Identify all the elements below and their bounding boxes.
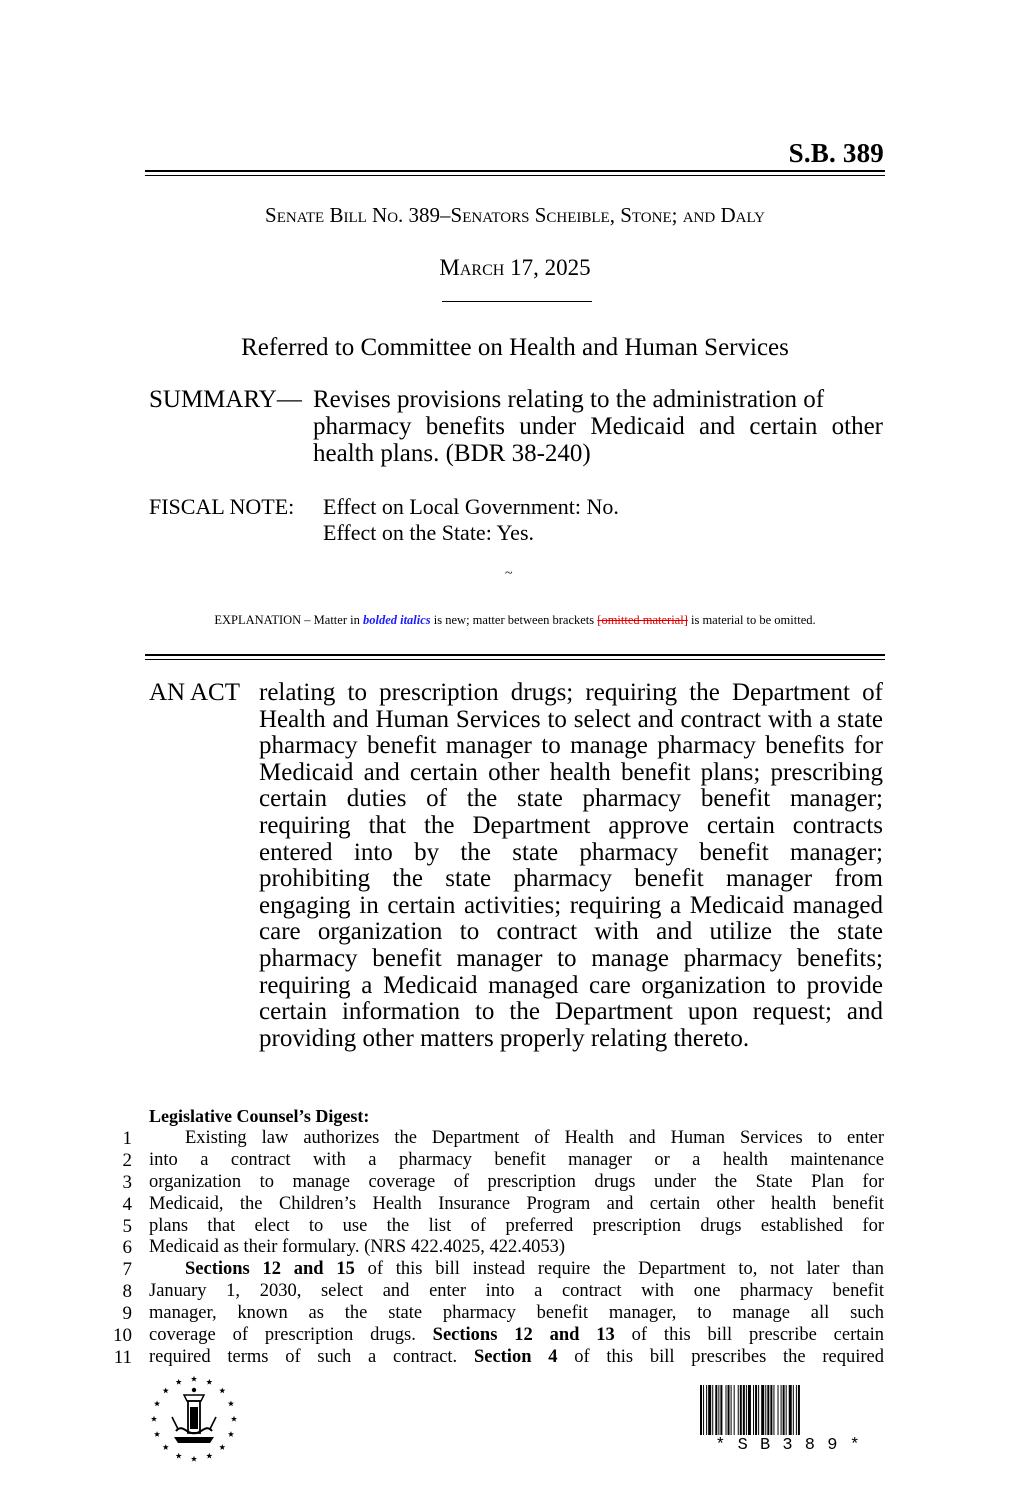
line-number: 4 — [122, 1193, 132, 1215]
line-number: 6 — [122, 1237, 132, 1259]
line-number: 11 — [113, 1346, 132, 1368]
line-text — [149, 1194, 884, 1216]
bill-date: March 17, 2025 — [439, 255, 591, 280]
line-text-bold: Sections 12 and 13 — [432, 1325, 615, 1346]
barcode-text: * S B 3 8 9 * — [715, 1436, 861, 1455]
explanation-omitted-text: [omitted material] — [597, 613, 688, 627]
digest-line — [104, 1303, 884, 1325]
line-text-body: organization to manage coverage of prescription drugs under the State Plan for — [149, 1171, 884, 1192]
digest-line — [104, 1237, 884, 1259]
line-text-body: Existing law authorizes the Department of Health and Human Services to enter — [185, 1128, 884, 1148]
digest-line — [104, 1347, 884, 1369]
line-text-body: manager, known as the state pharmacy benefit manager, to manage all such — [149, 1303, 884, 1324]
line-text — [149, 1325, 884, 1347]
fiscal-note-state: Effect on the State: Yes. — [323, 520, 535, 545]
line-number: 3 — [122, 1171, 132, 1193]
digest-line — [104, 1128, 884, 1150]
act-label: AN ACT — [149, 679, 240, 706]
summary-label: SUMMARY— — [149, 386, 302, 413]
digest-line — [104, 1172, 884, 1194]
explanation-double-rule — [145, 654, 885, 660]
bill-number: S.B. 389 — [788, 138, 884, 168]
line-number: 2 — [122, 1149, 132, 1171]
line-text — [149, 1128, 884, 1150]
line-number: 10 — [113, 1325, 132, 1347]
line-text — [149, 1259, 884, 1281]
line-text-bold: Section 4 — [473, 1346, 558, 1367]
act-text: relating to prescription drugs; requiring the Department of Health and Human Services to select and contract with a state pharmacy benefit manager to manage pharmacy benefits for Medicaid and certain other health benefit plans; prescribing certain duties of the state pharmacy benefit manager; requiring that the Department approve certain contracts entered into by the state pharmacy benefit manager; prohibiting the state pharmacy benefit manager from engaging in certain activities; requiring a Medicaid managed care organization to contract with and utilize the state pharmacy benefit manager to manage pharmacy benefits; requiring a Medicaid managed care organization to provide certain information to the Department upon request; and providing other matters properly relating thereto. — [259, 679, 883, 1052]
summary-text-line1: Revises provisions relating to the administration of — [313, 386, 825, 413]
line-number: 5 — [122, 1215, 132, 1237]
line-number: 1 — [122, 1128, 132, 1149]
line-text-body: January 1, 2030, select and enter into a contract with one pharmacy benefit — [149, 1281, 884, 1302]
line-number: 9 — [122, 1303, 132, 1325]
explanation-new-text: bolded italics — [362, 613, 431, 627]
tilde-mark: ~ — [505, 566, 513, 581]
line-text — [149, 1237, 884, 1259]
line-text-body: into a contract with a pharmacy benefit manager or a health maintenance — [149, 1149, 884, 1170]
line-text-body: of this bill prescribes the required — [557, 1346, 884, 1367]
digest-line — [104, 1194, 884, 1216]
summary-text-rest: pharmacy benefits under Medicaid and certain other health plans. (BDR 38-240) — [313, 413, 883, 467]
line-text — [149, 1281, 884, 1303]
line-text-bold: Sections 12 and 15 — [185, 1259, 355, 1280]
digest-line — [104, 1281, 884, 1303]
date-divider — [442, 301, 592, 302]
line-number: 7 — [122, 1259, 132, 1281]
line-text-body: of this bill prescribe certain — [614, 1325, 884, 1346]
line-text-body: plans that elect to use the list of preferred prescription drugs established for — [149, 1215, 884, 1236]
line-text-pre: coverage of prescription drugs. — [149, 1325, 433, 1346]
line-text — [149, 1150, 884, 1172]
line-text — [149, 1216, 884, 1238]
line-number: 8 — [122, 1281, 132, 1303]
line-text — [149, 1172, 884, 1194]
digest-heading: Legislative Counsel’s Digest: — [149, 1106, 370, 1126]
committee-referral: Referred to Committee on Health and Human Services — [241, 334, 789, 361]
line-text-pre: required terms of such a contract. — [149, 1346, 474, 1367]
digest-line — [104, 1216, 884, 1238]
fiscal-note-local: Effect on Local Government: No. — [323, 494, 619, 519]
explanation-middle: is new; matter between brackets — [430, 613, 598, 627]
line-text-body: Medicaid as their formulary. (NRS 422.4025, 422.4053) — [149, 1237, 566, 1258]
digest-line — [104, 1325, 884, 1347]
nevada-seal-icon — [148, 1373, 240, 1465]
bill-title: Senate Bill No. 389–Senators Scheible, Stone; and Daly — [265, 203, 765, 227]
act-section — [149, 680, 883, 1052]
line-text-body: of this bill instead require the Department to, not later than — [354, 1259, 884, 1280]
explanation-suffix: is material to be omitted. — [687, 613, 816, 627]
line-text — [149, 1347, 884, 1369]
explanation-note — [145, 613, 885, 628]
explanation-prefix: EXPLANATION – Matter in — [214, 613, 363, 627]
fiscal-note-label: FISCAL NOTE: — [149, 494, 295, 519]
digest-lines — [104, 1128, 884, 1369]
line-text — [149, 1303, 884, 1325]
digest-line — [104, 1150, 884, 1172]
line-text-body: Medicaid, the Children’s Health Insurance Program and certain other health benefit — [149, 1193, 884, 1214]
header-double-rule — [145, 170, 885, 176]
summary-section — [149, 386, 883, 467]
barcode-icon — [700, 1385, 876, 1435]
digest-line — [104, 1259, 884, 1281]
